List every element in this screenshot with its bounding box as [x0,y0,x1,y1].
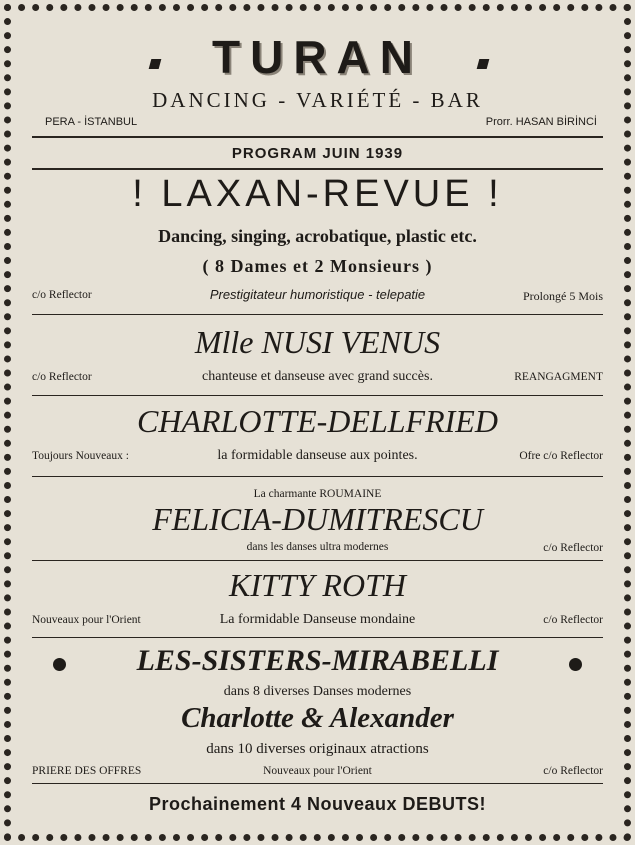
venue-proprietor: Prorr. HASAN BİRİNCİ [485,116,597,128]
sisters-description: dans 8 diverses Danses modernes [223,684,412,699]
divider [32,314,603,315]
felicia-right-note: c/o Reflector [543,542,603,554]
laxan-right-note: Prolongé 5 Mois [522,289,603,303]
felicia-name: FELICIA-DUMITRESCU [152,501,483,537]
divider [32,476,603,477]
alexander-description: dans 10 diverses originaux atractions [206,741,429,757]
divider [32,395,603,396]
divider [32,168,603,170]
nusi-name: Mlle NUSI VENUS [194,324,441,360]
felicia-intro: La charmante ROUMAINE [253,488,382,500]
poster [12,12,623,833]
laxan-middle-note: Prestigitateur humoristique - telepatie [209,287,426,302]
venue-title: TURAN [212,31,423,83]
nusi-left-note: c/o Reflector [32,371,92,383]
venue-location: PERA - İSTANBUL [45,116,138,128]
nusi-description: chanteuse et danseuse avec grand succès. [202,369,433,384]
sisters-left-note: PRIERE DES OFFRES [32,765,142,777]
charlotte-description: la formidable danseuse aux pointes. [217,448,418,463]
kitty-right-note: c/o Reflector [543,614,603,626]
program-date: PROGRAM JUIN 1939 [231,145,404,162]
divider [32,560,603,561]
laxan-line1: Dancing, singing, acrobatique, plastic etc. [158,226,477,246]
divider [32,136,603,138]
footer-announcement: Prochainement 4 Nouveaux DEBUTS! [148,794,487,814]
laxan-left-note: c/o Reflector [32,289,92,301]
charlotte-left-note: Toujours Nouveaux : [32,450,129,462]
divider [32,783,603,784]
charlotte-right-note: Ofre c/o Reflector [519,450,603,462]
nusi-right-note: REANGAGMENT [514,371,603,383]
felicia-description: dans les danses ultra modernes [246,541,389,553]
laxan-line2: ( 8 Dames et 2 Monsieurs ) [202,256,433,276]
kitty-left-note: Nouveaux pour l'Orient [32,614,141,626]
alexander-name: Charlotte & Alexander [181,702,454,734]
divider [32,637,603,638]
laxan-title: ! LAXAN-REVUE ! [132,173,503,215]
sisters-name: LES-SISTERS-MIRABELLI [136,644,499,677]
charlotte-name: CHARLOTTE-DELLFRIED [137,403,498,439]
kitty-name: KITTY ROTH [229,567,406,603]
venue-subtitle: DANCING - VARIÉTÉ - BAR [152,88,483,112]
sisters-middle-note: Nouveaux pour l'Orient [263,765,372,777]
sisters-right-note: c/o Reflector [543,765,603,777]
kitty-description: La formidable Danseuse mondaine [219,612,416,627]
